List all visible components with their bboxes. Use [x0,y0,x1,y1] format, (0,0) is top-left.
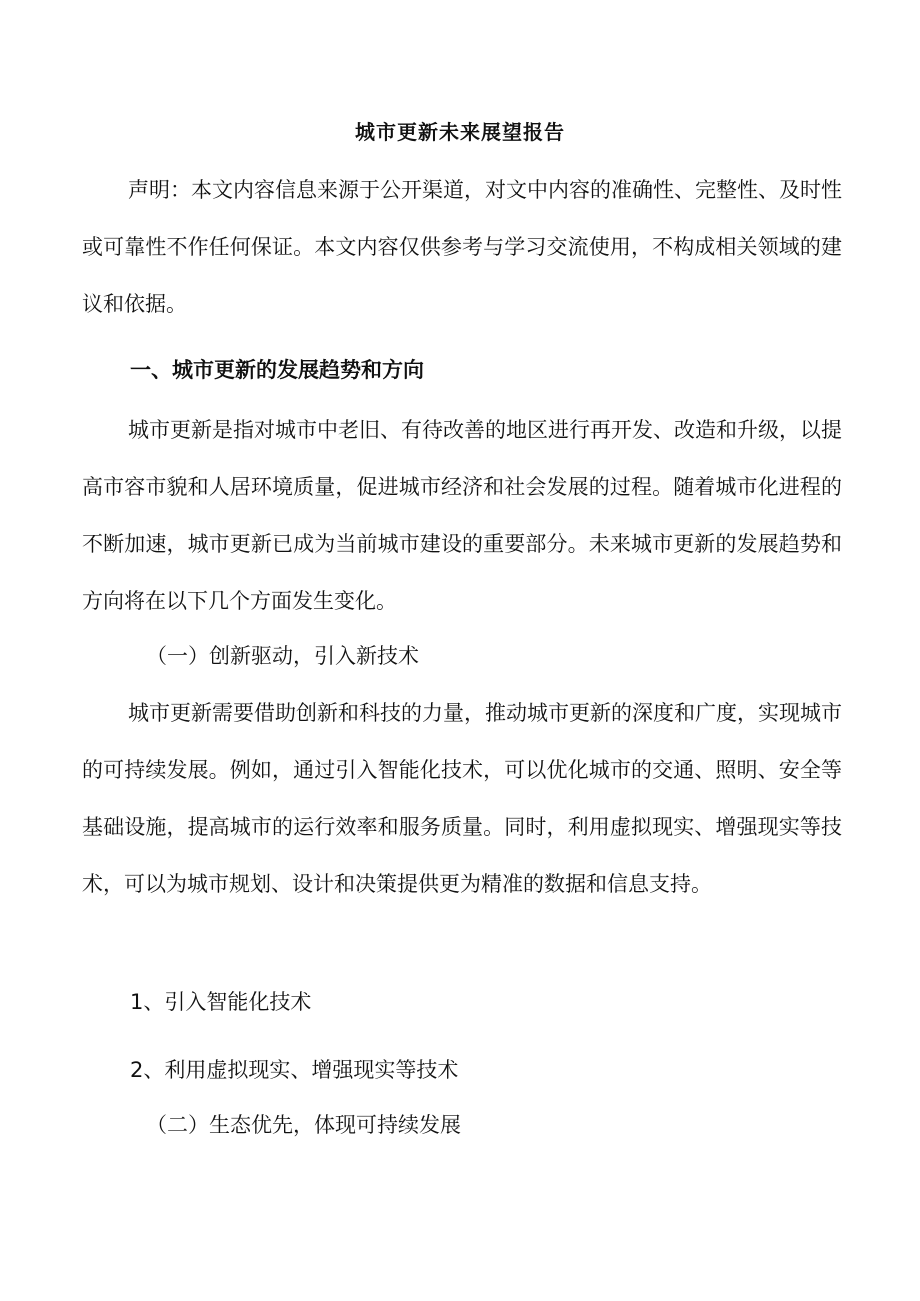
list-item: 2、利用虚拟现实、增强现实等技术 [130,1058,459,1082]
subsection-heading-2: （二）生态优先，体现可持续发展 [146,1113,461,1137]
subsection-heading-1: （一）创新驱动，引入新技术 [146,644,419,668]
list-item: 1、引入智能化技术 [130,990,312,1014]
document-title: 城市更新未来展望报告 [355,120,565,144]
section1-paragraph: 城市更新是指对城市中老旧、有待改善的地区进行再开发、改造和升级，以提高市容市貌和人居环境质量，促进城市经济和社会发展的过程。随着城市化进程的不断加速，城市更新已成为当前城市建设的重要部分。未来城市更新的发展趋势和方向将在以下几个方面发生变化。 [82,418,842,613]
disclaimer-paragraph: 声明：本文内容信息来源于公开渠道，对文中内容的准确性、完整性、及时性或可靠性不作任何保证。本文内容仅供参考与学习交流使用，不构成相关领域的建议和依据。 [82,178,842,316]
section-heading-1: 一、城市更新的发展趋势和方向 [130,357,424,382]
subsection1-paragraph: 城市更新需要借助创新和科技的力量，推动城市更新的深度和广度，实现城市的可持续发展。例如，通过引入智能化技术，可以优化城市的交通、照明、安全等基础设施，提高城市的运行效率和服务质量。同时，利用虚拟现实、增强现实等技术，可以为城市规划、设计和决策提供更为精准的数据和信息支持。 [82,701,842,896]
